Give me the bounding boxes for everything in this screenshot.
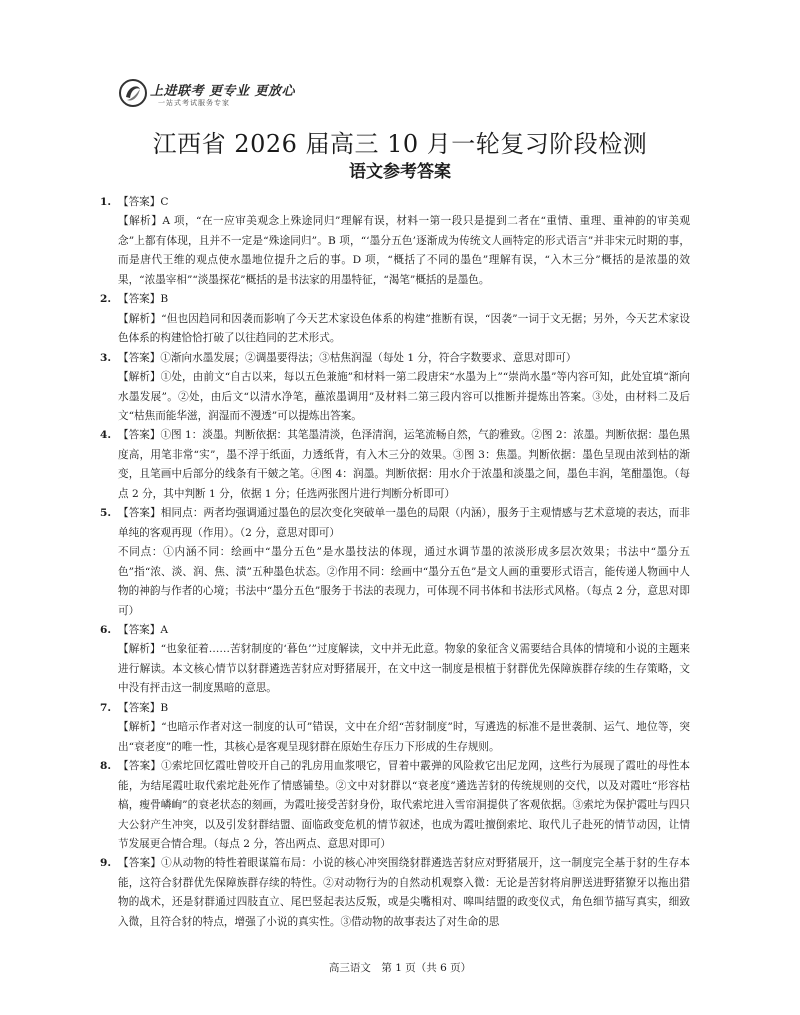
page-footer: 高三语文 第 1 页（共 6 页）: [328, 962, 472, 974]
answer-item-3: [100, 349, 690, 427]
explanation-text: 【解析】①处，由前文“自古以来，每以五色兼施”和材料一第二段唐宋“水墨为上”“崇尚水墨”等内容可知，此处宜填“渐向水墨发展”。②处，由后文“以清水净笔，蘸浓墨调用”及材料二第三段内容可以推断并提炼出答案。③处，由材料二及后文“枯焦而能华滋，润湿而不漫透”可以提炼出答案。: [118, 371, 690, 422]
answer-item-4: [100, 426, 690, 504]
answer-item-9: [100, 854, 690, 932]
answer-text: 【答案】①渐向水墨发展；②调墨要得法；③枯焦润湿（每处 1 分，符合字数要求、意思对即可）: [118, 351, 577, 364]
answer-text: 【答案】B: [118, 293, 169, 306]
answer-item-8: [100, 757, 690, 854]
question-number: 1.: [100, 196, 112, 208]
question-number: 4.: [100, 429, 112, 442]
brand-tagline: 一站式考试服务专家: [158, 99, 230, 107]
answer-text: 【答案】①从动物的特性着眼谋篇布局：小说的核心冲突围绕豺群遴选苦豺应对野猪展开，这一制度完全基于豺的生存本能，这符合豺群优先保障族群存续的特性。②对动物行为的自然动机观察入微：无论是苦豺将肩胛送进野猪獠牙以拖出猎物的战术，还是豺群通过四肢直立、尾巴竖起表达反叛，或是尖嘴相对、嗥叫结盟的政变仪式，角色细节描写真实，细致入微，且符合豺的特点，增强了小说的真实性。③借动物的故事表达了对生命的思: [118, 857, 690, 928]
question-number: 7.: [100, 701, 112, 714]
brand-logo-icon: [118, 78, 148, 108]
answer-text: 【答案】①图 1：淡墨。判断依据：其笔墨清淡，色泽清润，运笔流畅自然，气韵雅致。②图 2：浓墨。判断依据：墨色黑度高，用笔非常“实”，墨不浮于纸面，力透纸背，有入木三分的效果。③图 3：焦墨。判断依据：墨色呈现由浓到枯的渐变，且笔画中后部分的线条有干皴之笔。④图 4：润墨。判断依据：用水介于浓墨和淡墨之间，墨色丰润，笔酣墨饱。（每点 2 分，其中判断 1 分，依据 1 分；任选两张图片进行判断分析即可）: [118, 429, 690, 500]
answer-text: 【答案】A: [118, 623, 169, 636]
brand-slogan: 上进联考 更专业 更放心: [150, 84, 296, 99]
brand-logo: [118, 78, 296, 112]
page-title: 江西省 2026 届高三 10 月一轮复习阶段检测: [152, 130, 648, 158]
answer-item-7: [100, 699, 690, 757]
question-number: 6.: [100, 623, 112, 636]
question-number: 3.: [100, 351, 112, 364]
answer-text: 【答案】B: [118, 701, 169, 714]
answer-list: [100, 193, 690, 932]
explanation-text: 【解析】“但也因趋同和因袭而影响了今天艺术家设色体系的构建”推断有误，“因袭”一词于文无据；另外，今天艺术家设色体系的构建恰恰打破了以往趋同的艺术形式。: [118, 312, 690, 345]
answer-text: 【答案】①索坨回忆霞吐曾咬开自己的乳房用血浆喂它，冒着中霰弹的风险救它出尼龙网，这些行为展现了霞吐的母性本能，为结尾霞吐取代索坨赴死作了情感铺垫。②文中对豺群以“衰老度”遴选苦豺的传统规则的交代，以及对霞吐“形容枯槁，瘦骨嶙峋”的衰老状态的刻画，为霞吐接受苦豺身份，取代索坨进入雪帘洞提供了客观依据。③索坨为保护霞吐与四只大公豺产生冲突，以及引发豺群结盟、面临政变危机的情节叙述，也成为霞吐擅倒索坨、取代儿子赴死的情节动因，让情节发展更合情合理。（每点 2 分，答出两点、意思对即可）: [118, 760, 690, 850]
explanation-text: 【解析】A 项，“在一应审美观念上殊途同归”理解有误，材料一第一段只是提到二者在“重情、重理、重神韵的审美观念”上都有体现，且并不一定是“殊途同归”。B 项，“‘墨分五色’逐渐成为传统文人画特定的形式语言”并非宋元时期的事，而是唐代王维的观点使水墨地位提升之后的事。D 项，“概括了不同的墨色”理解有误，“入木三分”概括的是浓墨的效果，“浓墨宰相”“淡墨探花”概括的是书法家的用墨特征，“渴笔”概括的是墨色。: [118, 215, 690, 286]
explanation-text: 【解析】“也暗示作者对这一制度的认可”错误，文中在介绍“苦豺制度”时，写遴选的标准不是世袭制、运气、地位等，突出“衰老度”的唯一性，其核心是客观呈现豺群在原始生存压力下形成的生存规则。: [118, 721, 690, 753]
answer-item-6: [100, 621, 690, 699]
answer-text: 【答案】相同点：两者均强调通过墨色的层次变化突破单一墨色的局限（内涵），服务于主观情感与艺术意境的表达，而非单纯的客观再现（作用）。（2 分，意思对即可）: [118, 507, 690, 539]
question-number: 8.: [100, 760, 112, 773]
question-number: 5.: [100, 507, 112, 520]
answer-item-5: [100, 504, 690, 621]
explanation-text: 【解析】“也象征着……苦豺制度的‘暮色’”过度解读，文中并无此意。物象的象征含义需要结合具体的情境和小说的主题来进行解读。本文核心情节以豺群遴选苦豺应对野猪展开，在文中这一制度是根植于豺群优先保障族群存续的生存策略，文中没有抨击这一制度黑暗的意思。: [118, 643, 690, 695]
page-subtitle: 语文参考答案: [349, 162, 451, 182]
answer-text: 【答案】C: [118, 196, 169, 208]
question-number: 9.: [100, 857, 112, 870]
answer-item-2: [100, 290, 690, 348]
explanation-text: 不同点：①内涵不同：绘画中“墨分五色”是水墨技法的体现，通过水调节墨的浓淡形成多层次效果；书法中“墨分五色”指“浓、淡、润、焦、渍”五种墨色状态。②作用不同：绘画中“墨分五色”是文人画的重要形式语言，能传递人物画中人物的神韵与作者的心境；书法中“墨分五色”服务于书法的表现力，可体现不同书体和书法形式风格。（每点 2 分，意思对即可）: [118, 546, 690, 617]
question-number: 2.: [100, 293, 112, 306]
answer-item-1: [100, 193, 690, 290]
